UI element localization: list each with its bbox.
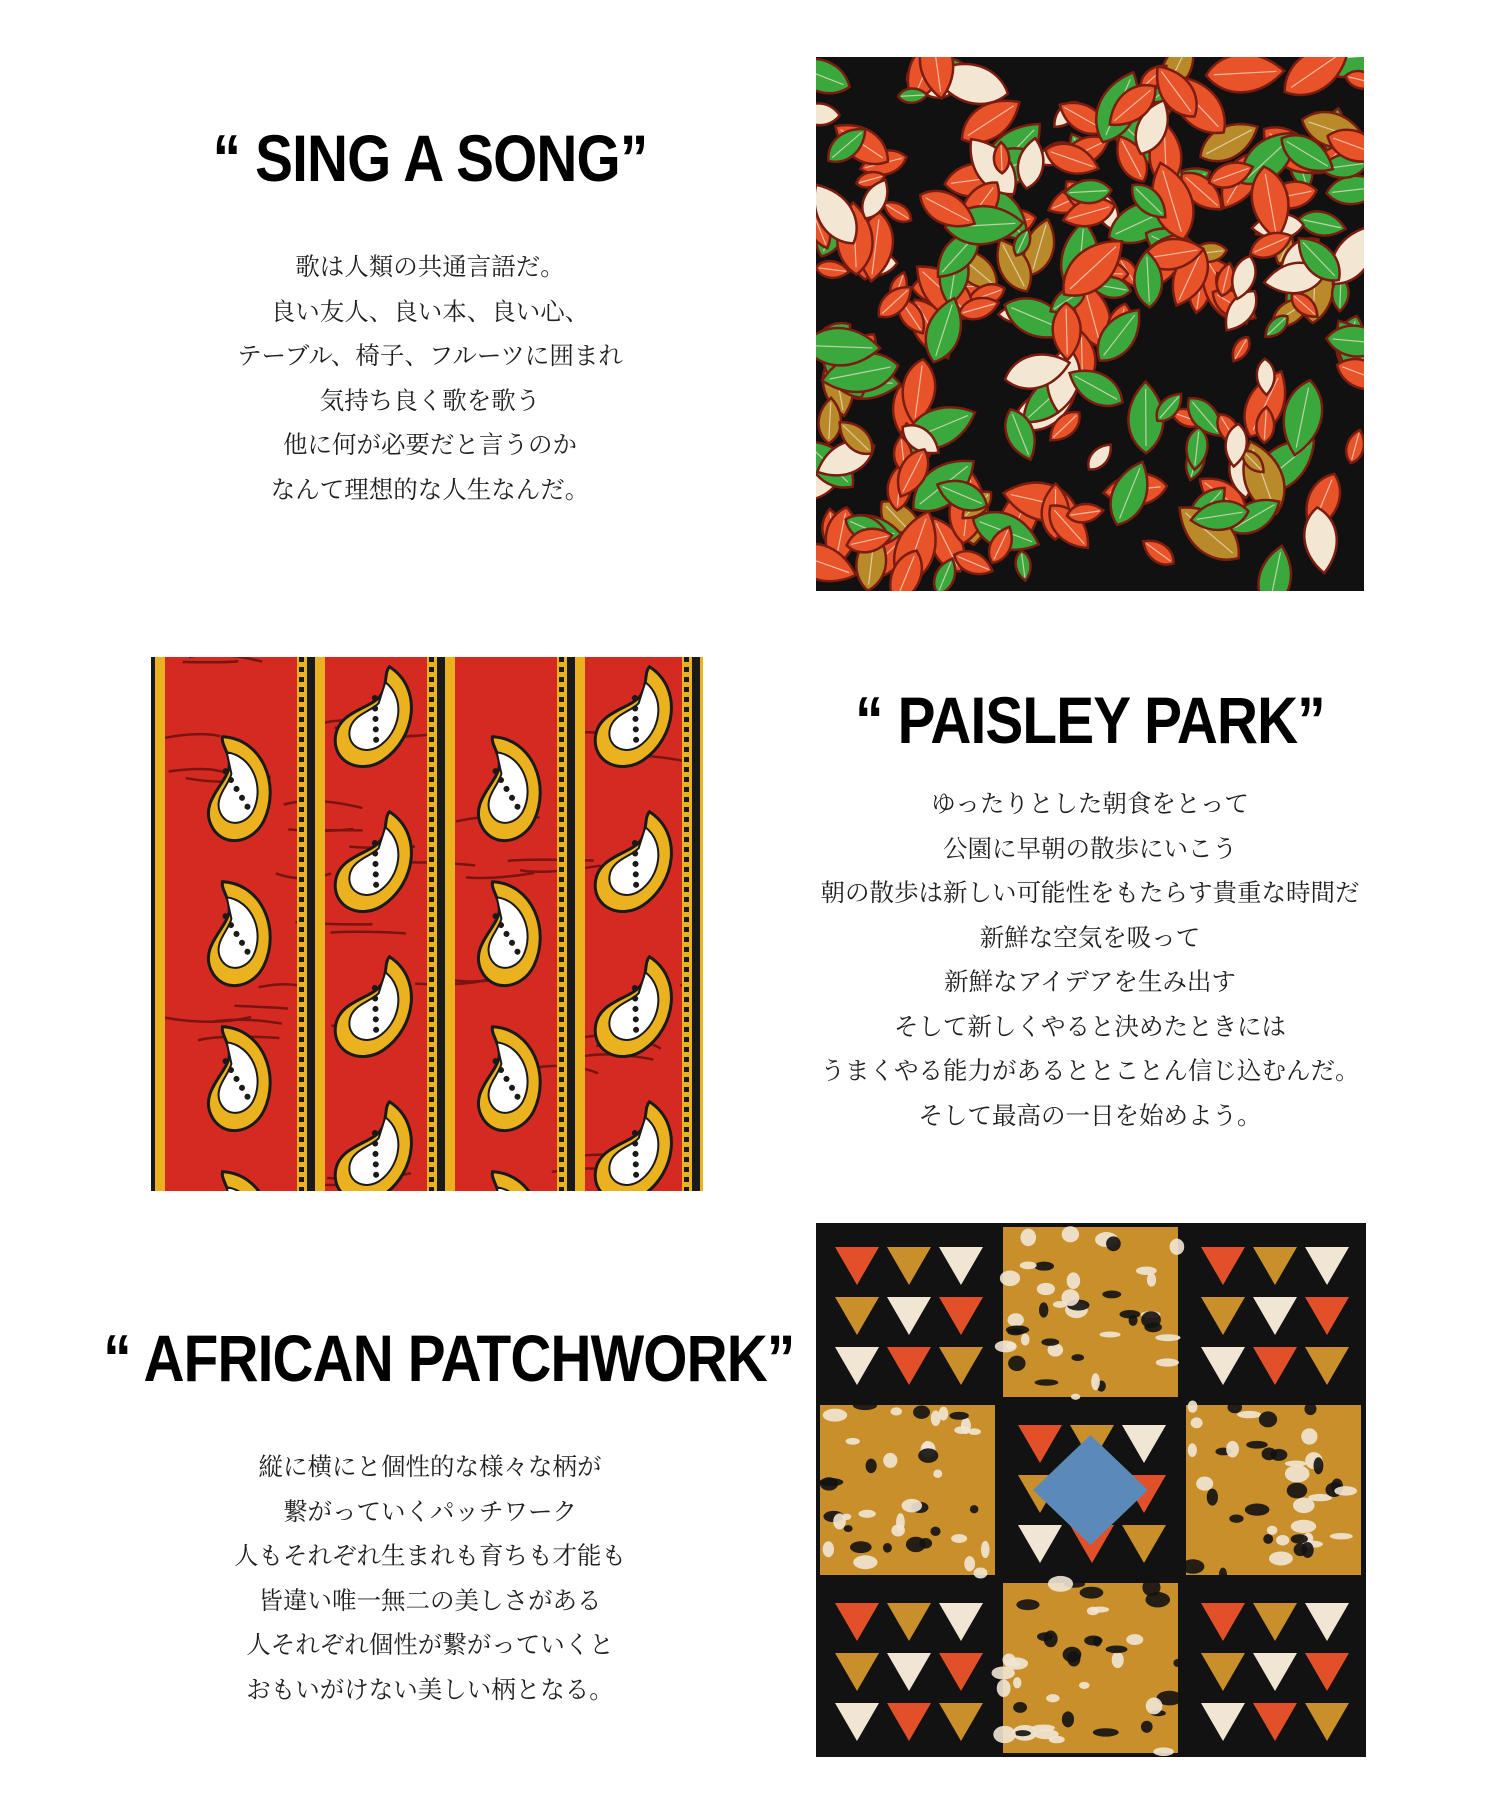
- section-title-sing-a-song: “ SING A SONG”: [212, 121, 648, 195]
- text-line: 公園に早朝の散歩にいこう: [943, 833, 1237, 863]
- text-line: 人もそれぞれ生まれも育ちも才能も: [234, 1541, 626, 1570]
- text-line: テーブル、椅子、フルーツに囲まれ: [237, 341, 623, 370]
- text-line: なんて理想的な人生なんだ。: [270, 474, 590, 504]
- section-text-paisley-park: [770, 782, 1410, 1138]
- text-line: そして最高の一日を始めよう。: [918, 1100, 1262, 1130]
- text-line: 他に何が必要だと言うのか: [283, 430, 577, 459]
- text-line: そして新しくやると決めたときには: [894, 1011, 1286, 1041]
- section-text-african-patchwork: [180, 1445, 680, 1712]
- text-line: 朝の散歩は新しい可能性をもたらす貴重な時間だ: [820, 878, 1360, 907]
- text-line: 新鮮な空気を吸って: [979, 922, 1201, 952]
- text-line: 新鮮なアイデアを生み出す: [944, 967, 1236, 996]
- text-line: うまくやる能力があるととことん信じ込むんだ。: [820, 1056, 1360, 1085]
- leaf-fabric-image: [816, 57, 1364, 591]
- text-line: 繋がっていくパッチワーク: [283, 1496, 577, 1526]
- patchwork-fabric-image: [816, 1223, 1366, 1757]
- text-line: 縦に横にと個性的な様々な柄が: [258, 1452, 602, 1481]
- section-title-african-patchwork: “ AFRICAN PATCHWORK”: [103, 1321, 795, 1395]
- text-line: 歌は人類の共通言語だ。: [295, 252, 565, 281]
- text-line: ゆったりとした朝食をとって: [931, 789, 1249, 818]
- paisley-fabric-image: [151, 657, 703, 1191]
- text-line: 皆違い唯一無二の美しさがある: [258, 1585, 602, 1615]
- text-line: 人それぞれ個性が繋がっていくと: [246, 1630, 614, 1659]
- section-text-sing-a-song: [180, 245, 680, 512]
- section-title-paisley-park: “ PAISLEY PARK”: [855, 683, 1325, 757]
- text-line: 気持ち良く歌を歌う: [319, 385, 541, 415]
- text-line: 良い友人、良い本、良い心、: [270, 296, 590, 326]
- text-line: おもいがけない美しい柄となる。: [246, 1674, 614, 1704]
